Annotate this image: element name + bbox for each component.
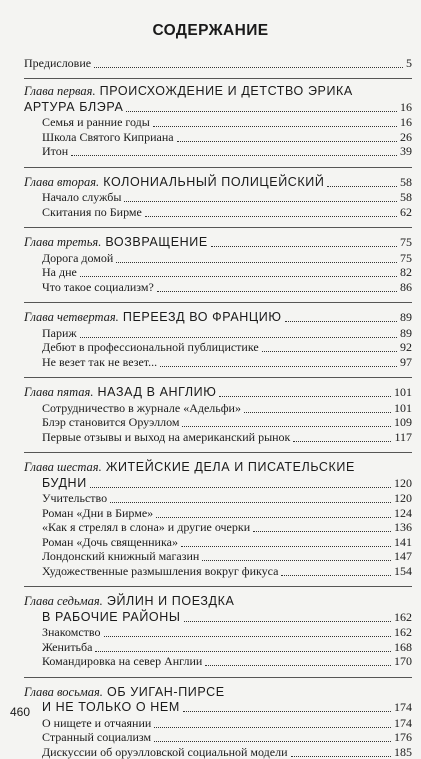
chapter-heading-leader (219, 395, 391, 397)
section-entry-leader (153, 125, 397, 127)
chapter-heading-cont-page: 162 (394, 609, 412, 624)
chapter-title: ВОЗВРАЩЕНИЕ (101, 235, 208, 249)
section-entry-page: 58 (400, 190, 412, 204)
section-entry-page: 16 (400, 115, 412, 129)
chapter-number: Глава пятая. (24, 385, 94, 399)
section-entry-label (42, 535, 178, 549)
section-entry-label (42, 564, 278, 578)
section-entry-leader (281, 574, 391, 576)
section-entry-page: 97 (400, 354, 412, 369)
preface-entry-leader (94, 66, 403, 68)
chapter-title: ЭЙЛИН И ПОЕЗДКА (102, 594, 235, 608)
section-entry-page: 147 (394, 549, 412, 563)
chapter-title: ЖИТЕЙСКИЕ ДЕЛА И ПИСАТЕЛЬСКИЕ (101, 460, 355, 474)
text: Учительство (42, 491, 108, 505)
chapter-heading-cont-label (42, 610, 181, 624)
section-divider (24, 78, 412, 79)
section-entry-label (42, 115, 150, 129)
text: Итон (42, 144, 69, 158)
chapter-heading-cont-leader (126, 110, 397, 112)
section-entry-label (42, 190, 121, 204)
chapter-title-cont: АРТУРА БЛЭРА (24, 99, 124, 114)
chapter-number: Глава четвертая. (24, 310, 119, 324)
section-entry-label (42, 640, 92, 654)
section-entry-label (42, 745, 288, 759)
section-entry-page: 170 (394, 654, 412, 668)
chapter-heading-cont-leader (184, 620, 391, 622)
section-entry-page: 101 (394, 400, 412, 415)
chapter-title: ПЕРЕЕЗД ВО ФРАНЦИЮ (118, 310, 282, 324)
page-title: СОДЕРЖАНИЕ (152, 22, 269, 39)
chapter-number: Глава вторая. (24, 174, 100, 189)
section-entry-label (42, 401, 241, 415)
chapter-heading-label (24, 685, 225, 699)
section-entry-label (42, 130, 174, 144)
section-entry-label (42, 355, 157, 369)
chapter-number: Глава седьмая. (24, 594, 103, 608)
chapter-heading-cont-leader (183, 710, 391, 712)
section-entry-page: 89 (400, 325, 412, 340)
chapter-heading-label (24, 385, 216, 399)
section-entry-label (42, 625, 101, 639)
section-entry-page: 39 (400, 144, 412, 158)
section-entry-label (42, 654, 202, 668)
text: На дне (42, 265, 77, 279)
preface-entry-label (24, 56, 91, 70)
section-entry-leader (80, 275, 397, 277)
section-entry-leader (71, 154, 397, 156)
section-entry-label (42, 280, 154, 294)
section-entry-leader (110, 501, 391, 503)
section-entry-label (42, 205, 142, 219)
section-divider (24, 377, 412, 378)
chapter-number: Глава восьмая. (24, 684, 103, 699)
section-entry-leader (154, 740, 391, 742)
section-entry-leader (104, 635, 391, 637)
section-entry-page: 75 (400, 250, 412, 265)
text: Дорога домой (42, 250, 114, 265)
section-divider (24, 677, 412, 678)
section-entry-leader (253, 530, 391, 532)
section-entry-leader (177, 140, 397, 142)
section-entry-page: 26 (400, 129, 412, 144)
chapter-heading-cont-label (24, 100, 123, 114)
section-entry-label (42, 265, 77, 279)
section-entry-leader (244, 411, 391, 413)
section-entry-leader (95, 650, 391, 652)
section-entry-label (42, 326, 77, 340)
preface-entry-page: 5 (406, 56, 412, 70)
section-divider (24, 227, 412, 228)
section-entry-leader (205, 664, 391, 666)
text: О нищете и отчаянии (42, 715, 152, 730)
section-divider (24, 167, 412, 168)
chapter-heading-label (24, 175, 324, 189)
text: Знакомство (42, 625, 101, 639)
section-entry-page: 117 (394, 429, 412, 444)
chapter-heading-cont-page: 174 (394, 700, 412, 714)
text: Первые отзывы и выход на американский рынок (42, 429, 291, 444)
chapter-heading-cont-page: 120 (394, 475, 412, 490)
text: Лондонский книжный магазин (42, 549, 200, 563)
section-entry-leader (181, 545, 391, 547)
section-entry-label (42, 430, 290, 444)
chapter-number: Глава шестая. (24, 460, 102, 474)
section-entry-leader (262, 350, 397, 352)
section-entry-page: 82 (400, 265, 412, 279)
text: Женитьба (42, 639, 93, 654)
text: Дискуссии об оруэлловской социальной модели (42, 744, 288, 759)
section-entry-page: 176 (394, 730, 412, 744)
text: Что такое социализм? (42, 279, 154, 294)
section-entry-page: 86 (400, 279, 412, 294)
section-entry-leader (145, 215, 397, 217)
chapter-heading-label (24, 310, 282, 324)
chapter-title: ПРОИСХОЖДЕНИЕ И ДЕТСТВО ЭРИКА (95, 84, 353, 98)
text: Художественные размышления вокруг фикуса (42, 563, 279, 578)
section-entry-page: 124 (394, 505, 412, 520)
section-entry-leader (202, 559, 391, 561)
section-entry-label (42, 730, 151, 744)
chapter-heading-label (24, 84, 353, 98)
chapter-heading-leader (327, 185, 397, 187)
section-entry-label (42, 340, 259, 354)
chapter-heading-page: 89 (400, 310, 412, 324)
section-entry-leader (124, 200, 397, 202)
section-divider (24, 586, 412, 587)
chapter-heading-page: 101 (394, 385, 412, 399)
chapter-heading-label (24, 594, 234, 608)
section-entry-label (42, 491, 107, 505)
section-entry-leader (157, 290, 397, 292)
chapter-title: КОЛОНИАЛЬНЫЙ ПОЛИЦЕЙСКИЙ (99, 174, 325, 189)
section-entry-page: 109 (394, 415, 412, 429)
text: Странный социализм (42, 730, 152, 744)
text: Блэр становится Оруэллом (42, 415, 180, 429)
section-entry-leader (160, 365, 397, 367)
section-entry-page: 168 (394, 639, 412, 654)
chapter-number: Глава третья. (24, 235, 102, 249)
text: Командировка на север Англии (42, 654, 203, 668)
chapter-heading-label (24, 235, 208, 249)
chapter-heading-cont-label (42, 700, 180, 714)
chapter-number: Глава первая. (24, 84, 96, 98)
chapter-heading-leader (285, 320, 397, 322)
text: Сотрудничество в журнале «Адельфи» (42, 400, 241, 415)
section-entry-leader (182, 425, 391, 427)
section-entry-label (42, 716, 151, 730)
section-entry-label (42, 144, 68, 158)
text: Роман «Дочь священника» (42, 534, 178, 549)
text: Школа Святого Киприана (42, 129, 174, 144)
section-entry-page: 62 (400, 204, 412, 219)
section-entry-label (42, 549, 199, 563)
section-entry-page: 154 (394, 563, 412, 578)
text: Семья и ранние годы (42, 115, 150, 129)
section-entry-label (42, 251, 113, 265)
text: Не везет так не везет... (42, 354, 158, 369)
chapter-heading-label (24, 460, 355, 474)
section-entry-page: 162 (394, 625, 412, 639)
section-entry-page: 120 (394, 491, 412, 505)
text: Предисловие (24, 56, 92, 70)
chapter-title-cont: В РАБОЧИЕ РАЙОНЫ (42, 609, 181, 624)
section-entry-page: 141 (394, 534, 412, 549)
chapter-title-cont: БУДНИ (42, 475, 87, 490)
chapter-heading-page: 75 (400, 235, 412, 249)
text: Дебют в профессиональной публицистике (42, 340, 259, 354)
text: Роман «Дни в Бирме» (42, 505, 154, 520)
page-number: 460 (10, 705, 31, 719)
section-entry-leader (80, 336, 397, 338)
chapter-heading-cont-leader (90, 486, 391, 488)
chapter-heading-leader (211, 245, 397, 247)
chapter-title: ОБ УИГАН-ПИРСЕ (102, 684, 225, 699)
text: Скитания по Бирме (42, 204, 142, 219)
text: «Как я стрелял в слона» и другие очерки (42, 520, 251, 534)
chapter-heading-cont-page: 16 (400, 99, 412, 114)
section-divider (24, 302, 412, 303)
section-entry-label (42, 506, 153, 520)
section-entry-leader (293, 440, 391, 442)
section-entry-page: 92 (400, 340, 412, 354)
text: Париж (42, 325, 77, 340)
section-entry-label (42, 415, 179, 429)
chapter-heading-page: 58 (400, 174, 412, 189)
section-entry-page: 136 (394, 520, 412, 534)
section-entry-label (42, 520, 250, 534)
section-entry-page: 185 (394, 744, 412, 759)
section-entry-leader (116, 261, 397, 263)
text: Начало службы (42, 190, 122, 204)
chapter-heading-cont-label (42, 476, 87, 490)
section-entry-page: 174 (394, 715, 412, 730)
chapter-title: НАЗАД В АНГЛИЮ (93, 385, 217, 399)
chapter-title-cont: И НЕ ТОЛЬКО О НЕМ (42, 700, 180, 714)
section-entry-leader (291, 755, 391, 757)
section-divider (24, 452, 412, 453)
section-entry-leader (156, 516, 391, 518)
